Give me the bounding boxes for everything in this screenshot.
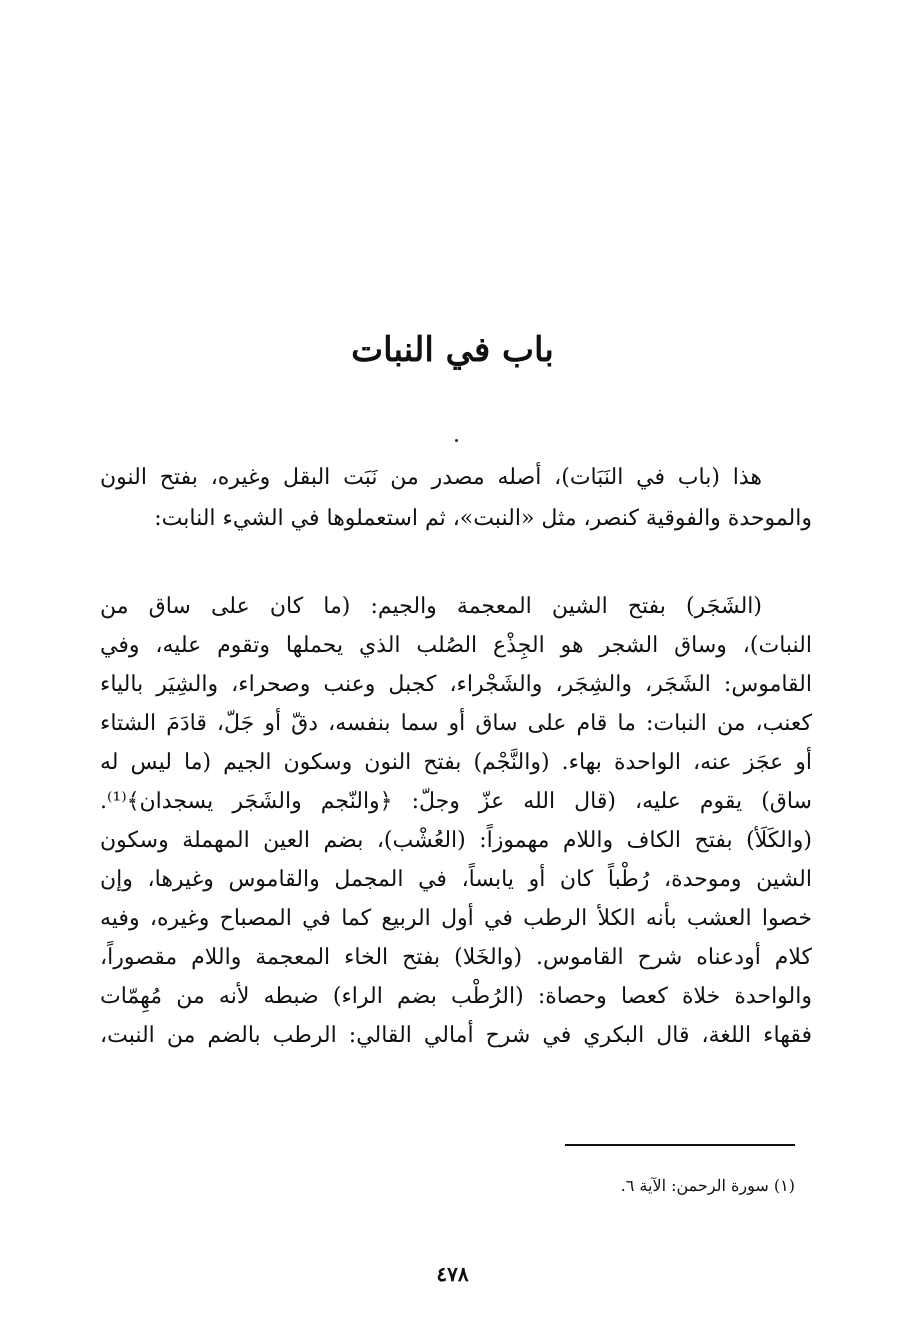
footnote: (١) سورة الرحمن: الآية ٦. bbox=[620, 1176, 795, 1195]
chapter-title: باب في النبات bbox=[351, 330, 554, 370]
text-line: فقهاء اللغة، قال البكري في شرح أمالي القالي: الرطب بالضم من النبت، bbox=[100, 1023, 812, 1048]
text-line: ساق) يقوم عليه، (قال الله عزّ وجلّ: ﴿والنّجم والشَجَر يسجدان﴾⁽¹⁾. bbox=[100, 789, 812, 814]
footnote-separator bbox=[565, 1144, 795, 1146]
text-line: والموحدة والفوقية كنصر، مثل «النبت»، ثم استعملوها في الشيء النابت: bbox=[154, 506, 812, 531]
text-line: كعنب، من النبات: ما قام على ساق أو سما بنفسه، دقّ أو جَلّ، قادَمَ الشتاء bbox=[100, 711, 812, 736]
text-line: القاموس: الشَجَر، والشِجَر، والشَجْراء، كجبل وعنب وصحراء، والشِيَر بالياء bbox=[100, 672, 812, 697]
text-line: هذا (باب في النَبَات)، أصله مصدر من نَبَت البقل وغيره، بفتح النون bbox=[100, 465, 762, 490]
decorative-dot bbox=[455, 439, 458, 442]
text-line: والواحدة خلاة كعصا وحصاة: (الرُطْب بضم الراء) ضبطه لأنه من مُهِمّات bbox=[100, 984, 812, 1009]
text-line: خصوا العشب بأنه الكلأ الرطب في أول الربيع كما في المصباح وغيره، وفيه bbox=[100, 906, 812, 931]
text-line: النبات)، وساق الشجر هو الجِذْع الصُلب الذي يحملها وتقوم عليه، وفي bbox=[100, 633, 812, 658]
text-line: الشين وموحدة، رُطْباً كان أو يابساً، في المجمل والقاموس وغيرها، وإن bbox=[100, 867, 812, 892]
text-line: (الشَجَر) بفتح الشين المعجمة والجيم: (ما كان على ساق من bbox=[100, 594, 762, 619]
text-line: (والكَلَأ) بفتح الكاف واللام مهموزاً: (العُشْب)، بضم العين المهملة وسكون bbox=[100, 828, 812, 853]
text-line: كلام أودعناه شرح القاموس. (والخَلا) بفتح الخاء المعجمة واللام مقصوراً، bbox=[100, 945, 812, 970]
text-line: أو عجَز عنه، الواحدة بهاء. (والنَّجْم) بفتح النون وسكون الجيم (ما ليس له bbox=[100, 750, 812, 775]
page-number: ٤٧٨ bbox=[436, 1262, 469, 1286]
